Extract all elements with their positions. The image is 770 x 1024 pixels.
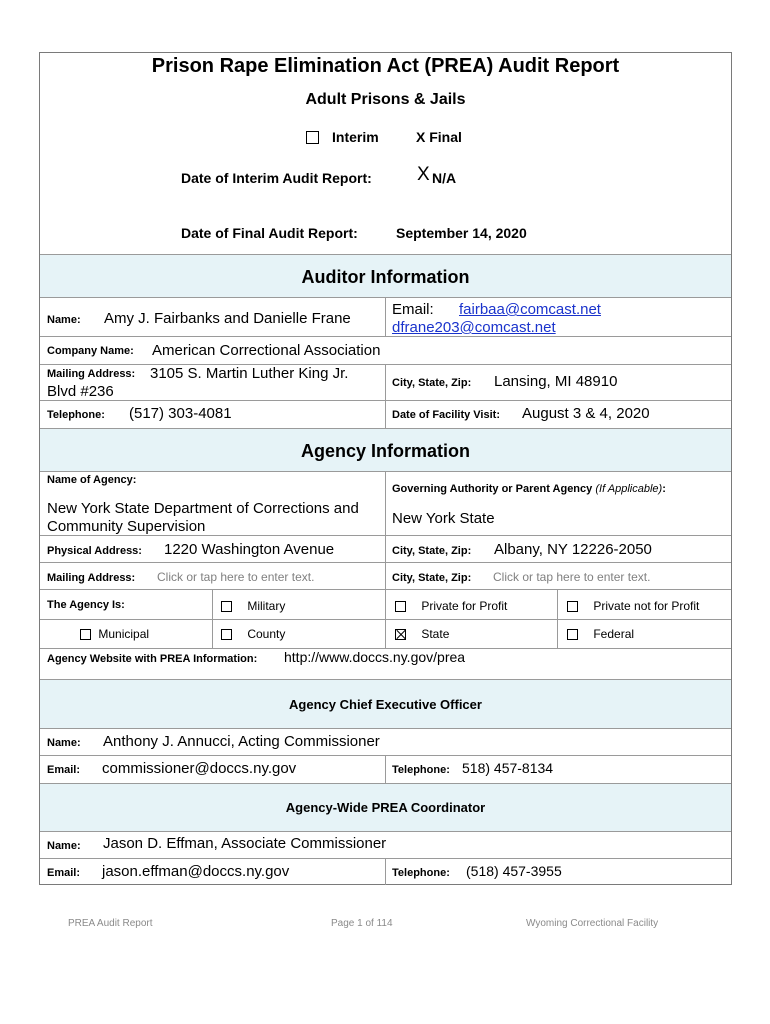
ceo-section-title: Agency Chief Executive Officer: [289, 697, 482, 712]
state-option[interactable]: [395, 627, 449, 641]
coordinator-section-header: [40, 784, 731, 831]
agency-city-value: Albany, NY 12226-2050: [494, 541, 652, 558]
ceo-phone-label: Telephone:: [392, 764, 450, 776]
private-nonprofit-checkbox[interactable]: [567, 601, 578, 612]
interim-date-value: N/A: [432, 170, 457, 186]
footer-page-number: Page 1 of 114: [331, 918, 393, 929]
footer-left: PREA Audit Report: [68, 918, 153, 929]
coordinator-name-label: Name:: [47, 840, 81, 852]
governing-authority-note: (If Applicable): [595, 483, 663, 495]
auditor-mailing-label: Mailing Address:: [47, 368, 136, 380]
municipal-label: Municipal: [98, 627, 150, 641]
auditor-city-value: Lansing, MI 48910: [494, 373, 618, 390]
governing-authority-label-text: Governing Authority or Parent Agency: [392, 483, 593, 495]
agency-mailing-label: Mailing Address:: [47, 572, 136, 584]
ceo-name-value: Anthony J. Annucci, Acting Commissioner: [103, 733, 380, 750]
ceo-name-label: Name:: [47, 737, 81, 749]
auditor-email-link-1[interactable]: fairbaa@comcast.net: [459, 301, 601, 318]
company-name-label: Company Name:: [47, 345, 134, 357]
agency-name-line2: Community Supervision: [47, 518, 206, 535]
facility-visit-value: August 3 & 4, 2020: [522, 405, 650, 422]
auditor-phone-label: Telephone:: [47, 409, 105, 421]
auditor-name-value: Amy J. Fairbanks and Danielle Frane: [104, 310, 351, 327]
footer-right: Wyoming Correctional Facility: [526, 918, 659, 929]
agency-website-value[interactable]: http://www.doccs.ny.gov/prea: [284, 649, 466, 665]
interim-date-label: Date of Interim Audit Report:: [181, 170, 372, 186]
agency-city2-label: City, State, Zip:: [392, 572, 472, 584]
federal-option[interactable]: [567, 627, 634, 641]
state-checkbox-checked[interactable]: [395, 629, 406, 640]
private-profit-option[interactable]: [395, 599, 507, 613]
governing-authority-label: Governing Authority or Parent Agency (If Applicable):: [392, 483, 666, 495]
final-date-value: September 14, 2020: [396, 225, 527, 241]
interim-checkbox-box[interactable]: [306, 131, 319, 144]
coordinator-name-value: Jason D. Effman, Associate Commissioner: [103, 835, 387, 852]
auditor-mailing-line2: Blvd #236: [47, 383, 114, 400]
private-nonprofit-label: Private not for Profit: [593, 599, 700, 613]
agency-city2-input[interactable]: Click or tap here to enter text.: [493, 570, 651, 584]
auditor-email-label: Email:: [392, 301, 434, 318]
federal-checkbox[interactable]: [567, 629, 578, 640]
agency-website-label: Agency Website with PREA Information:: [47, 653, 258, 665]
federal-label: Federal: [593, 627, 635, 641]
physical-address-label: Physical Address:: [47, 545, 142, 557]
facility-visit-label: Date of Facility Visit:: [392, 409, 500, 421]
report-title: Prison Rape Elimination Act (PREA) Audit Report: [151, 55, 620, 77]
auditor-section-header: [40, 255, 731, 297]
ceo-email-value: commissioner@doccs.ny.gov: [102, 760, 297, 777]
interim-checkbox[interactable]: [306, 129, 319, 147]
agency-section-title: Agency Information: [300, 441, 470, 461]
agency-name-line1: New York State Department of Corrections and: [47, 500, 359, 517]
county-checkbox[interactable]: [221, 629, 232, 640]
agency-city-label: City, State, Zip:: [392, 545, 472, 557]
coordinator-section-title: Agency-Wide PREA Coordinator: [285, 800, 486, 815]
municipal-checkbox[interactable]: [80, 629, 91, 640]
agency-mailing-input[interactable]: Click or tap here to enter text.: [157, 570, 315, 584]
auditor-section-title: Auditor Information: [301, 267, 470, 287]
interim-label: Interim: [332, 129, 379, 145]
agency-type-label: The Agency Is:: [47, 599, 125, 611]
state-label: State: [421, 627, 450, 641]
final-date-label: Date of Final Audit Report:: [181, 225, 358, 241]
military-checkbox[interactable]: [221, 601, 232, 612]
interim-date-mark: X: [417, 164, 430, 185]
agency-section-header: [40, 429, 731, 471]
auditor-phone-value: (517) 303-4081: [129, 405, 232, 422]
coordinator-email-label: Email:: [47, 867, 81, 879]
coordinator-phone-value: (518) 457-3955: [466, 863, 562, 879]
municipal-option[interactable]: [80, 627, 149, 641]
coordinator-email-value: jason.effman@doccs.ny.gov: [102, 863, 290, 880]
military-option[interactable]: [221, 599, 285, 613]
final-option: X Final: [416, 129, 462, 145]
private-profit-checkbox[interactable]: [395, 601, 406, 612]
ceo-email-label: Email:: [47, 764, 81, 776]
physical-address-value: 1220 Washington Avenue: [164, 541, 335, 558]
private-nonprofit-option[interactable]: [567, 599, 699, 613]
report-subtitle: Adult Prisons & Jails: [305, 91, 466, 108]
private-profit-label: Private for Profit: [421, 599, 508, 613]
company-name-value: American Correctional Association: [152, 342, 381, 359]
agency-name-label: Name of Agency:: [47, 474, 137, 486]
ceo-phone-value: 518) 457-8134: [462, 760, 554, 776]
auditor-mailing-line1: 3105 S. Martin Luther King Jr.: [150, 365, 349, 382]
military-label: Military: [247, 599, 286, 613]
auditor-city-label: City, State, Zip:: [392, 377, 472, 389]
auditor-email-link-2[interactable]: dfrane203@comcast.net: [392, 319, 556, 336]
audit-report-form: [39, 52, 732, 885]
governing-authority-value: New York State: [392, 510, 495, 527]
ceo-section-header: [40, 680, 731, 728]
coordinator-phone-label: Telephone:: [392, 867, 450, 879]
auditor-name-label: Name:: [47, 314, 81, 326]
county-label: County: [247, 627, 286, 641]
county-option[interactable]: [221, 627, 285, 641]
